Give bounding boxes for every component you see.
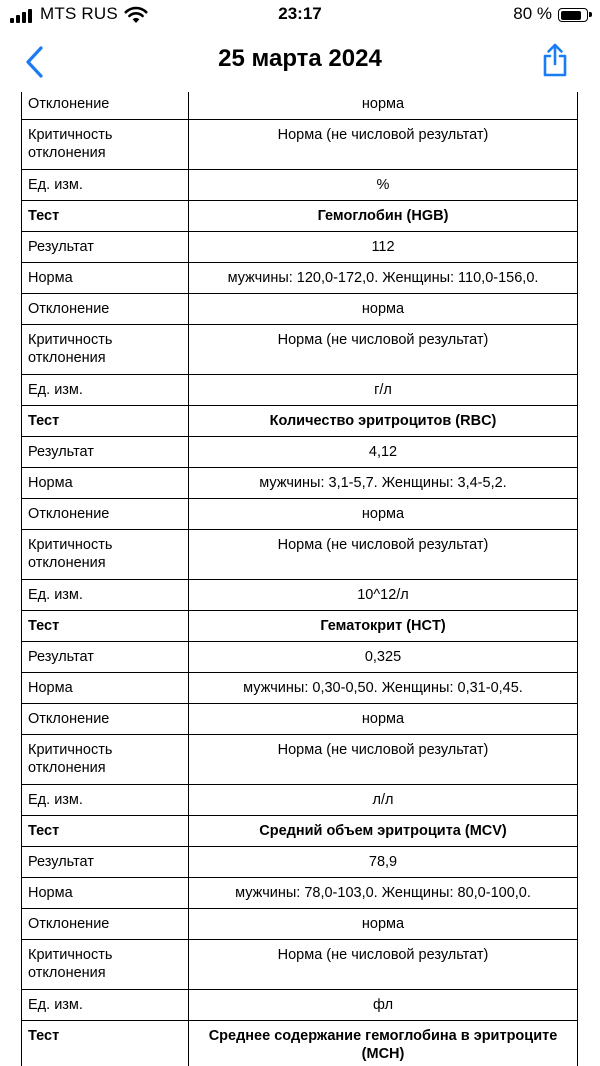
row-value: мужчины: 0,30-0,50. Женщины: 0,31-0,45.	[189, 673, 578, 704]
test-header-row	[22, 611, 578, 642]
page-title: 25 марта 2024	[218, 45, 382, 72]
row-label: Ед. изм.	[22, 990, 189, 1021]
table-row	[22, 499, 578, 530]
row-value: Норма (не числовой результат)	[189, 530, 578, 580]
table-row	[22, 785, 578, 816]
results-table	[21, 92, 578, 1066]
row-label: Ед. изм.	[22, 375, 189, 406]
battery-percentage: 80 %	[513, 4, 552, 23]
row-value: Гематокрит (HCT)	[189, 611, 578, 642]
table-row	[22, 990, 578, 1021]
share-icon	[540, 42, 570, 78]
row-label: Результат	[22, 232, 189, 263]
row-label: Результат	[22, 437, 189, 468]
table-row	[22, 375, 578, 406]
row-label: Тест	[22, 816, 189, 847]
row-label: Отклонение	[22, 704, 189, 735]
row-value: Средний объем эритроцита (MCV)	[189, 816, 578, 847]
row-label: Отклонение	[22, 92, 189, 120]
row-label: Норма	[22, 468, 189, 499]
test-header-row	[22, 816, 578, 847]
carrier-name: MTS RUS	[40, 4, 118, 23]
navigation-bar	[0, 32, 600, 92]
row-label: Результат	[22, 847, 189, 878]
test-header-row	[22, 1021, 578, 1066]
row-value: 112	[189, 232, 578, 263]
row-value: мужчины: 78,0-103,0. Женщины: 80,0-100,0.	[189, 878, 578, 909]
row-label: Критичность отклонения	[22, 940, 189, 990]
row-label: Ед. изм.	[22, 580, 189, 611]
table-row	[22, 263, 578, 294]
table-row	[22, 735, 578, 785]
row-label: Отклонение	[22, 499, 189, 530]
table-row	[22, 847, 578, 878]
row-label: Отклонение	[22, 294, 189, 325]
row-value: л/л	[189, 785, 578, 816]
table-row	[22, 437, 578, 468]
test-header-row	[22, 201, 578, 232]
battery-icon	[558, 8, 588, 22]
share-button[interactable]	[540, 42, 570, 78]
row-value: норма	[189, 92, 578, 120]
row-label: Тест	[22, 1021, 189, 1066]
row-value: мужчины: 120,0-172,0. Женщины: 110,0-156,0.	[189, 263, 578, 294]
row-value: Норма (не числовой результат)	[189, 120, 578, 170]
table-row	[22, 940, 578, 990]
test-header-row	[22, 406, 578, 437]
row-value: Норма (не числовой результат)	[189, 940, 578, 990]
row-value: фл	[189, 990, 578, 1021]
clock: 23:17	[278, 4, 322, 23]
table-row	[22, 580, 578, 611]
row-label: Тест	[22, 611, 189, 642]
row-value: Гемоглобин (HGB)	[189, 201, 578, 232]
table-row	[22, 909, 578, 940]
row-value: Количество эритроцитов (RBC)	[189, 406, 578, 437]
row-label: Критичность отклонения	[22, 530, 189, 580]
table-row	[22, 530, 578, 580]
table-row	[22, 120, 578, 170]
table-row	[22, 468, 578, 499]
row-value: 78,9	[189, 847, 578, 878]
row-label: Норма	[22, 673, 189, 704]
row-value: %	[189, 170, 578, 201]
table-row	[22, 325, 578, 375]
row-label: Критичность отклонения	[22, 735, 189, 785]
table-row	[22, 294, 578, 325]
row-label: Тест	[22, 406, 189, 437]
row-value: норма	[189, 909, 578, 940]
row-value: Среднее содержание гемоглобина в эритроците (MCH)	[189, 1021, 578, 1066]
table-row	[22, 170, 578, 201]
table-row	[22, 232, 578, 263]
row-label: Критичность отклонения	[22, 325, 189, 375]
row-value: мужчины: 3,1-5,7. Женщины: 3,4-5,2.	[189, 468, 578, 499]
row-label: Ед. изм.	[22, 170, 189, 201]
row-value: норма	[189, 704, 578, 735]
row-value: Норма (не числовой результат)	[189, 735, 578, 785]
status-bar	[0, 0, 600, 32]
table-row	[22, 642, 578, 673]
row-label: Результат	[22, 642, 189, 673]
table-row	[22, 704, 578, 735]
row-value: 10^12/л	[189, 580, 578, 611]
row-value: г/л	[189, 375, 578, 406]
row-label: Критичность отклонения	[22, 120, 189, 170]
table-row	[22, 878, 578, 909]
row-value: норма	[189, 294, 578, 325]
row-value: 4,12	[189, 437, 578, 468]
row-label: Отклонение	[22, 909, 189, 940]
row-label: Норма	[22, 878, 189, 909]
row-value: норма	[189, 499, 578, 530]
row-value: 0,325	[189, 642, 578, 673]
row-value: Норма (не числовой результат)	[189, 325, 578, 375]
table-row	[22, 92, 578, 120]
row-label: Тест	[22, 201, 189, 232]
row-label: Ед. изм.	[22, 785, 189, 816]
results-scroll-view[interactable]	[0, 92, 600, 1066]
row-label: Норма	[22, 263, 189, 294]
table-row	[22, 673, 578, 704]
